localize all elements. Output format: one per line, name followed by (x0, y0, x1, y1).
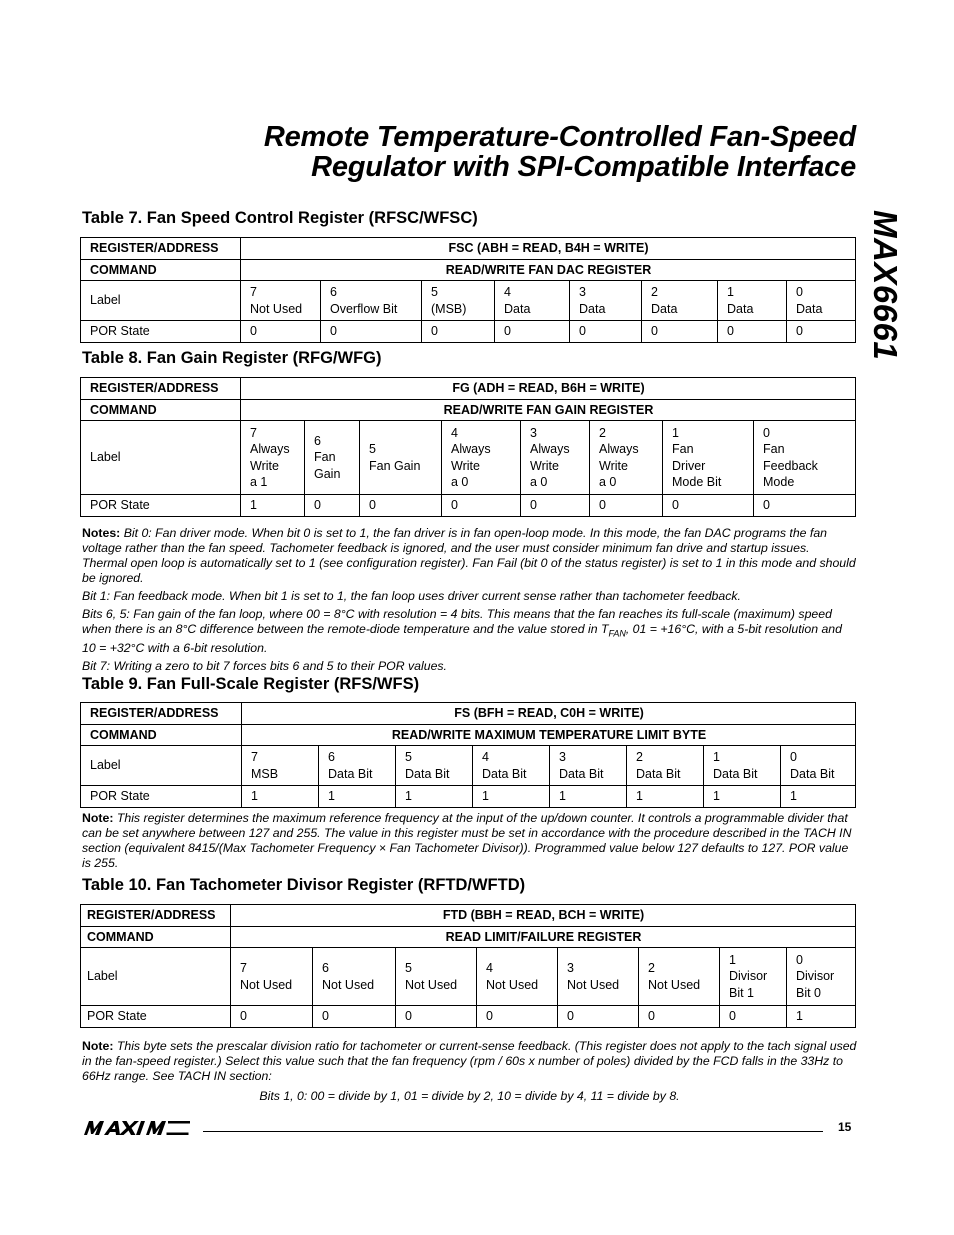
table-8-bit-0-label: 0 Fan Feedback Mode (754, 421, 856, 495)
table-9-cmd-label: COMMAND (81, 724, 242, 746)
table-8-reg-label: REGISTER/ADDRESS (81, 378, 241, 400)
table-7-bit-6-label: 6 Overflow Bit (321, 281, 422, 321)
table-7-bit-4-label: 4 Data (495, 281, 570, 321)
table-8-bit-6-por: 0 (305, 495, 360, 517)
table-7-bit-2-label: 2 Data (642, 281, 718, 321)
table-10-bit-6-por: 0 (313, 1006, 396, 1028)
notes-9-label: Note: (82, 811, 114, 825)
table-9-cmd-value: READ/WRITE MAXIMUM TEMPERATURE LIMIT BYTE (242, 724, 856, 746)
table-8-heading: Table 8. Fan Gain Register (RFG/WFG) (82, 349, 382, 367)
table-10-bit-2-por: 0 (639, 1006, 720, 1028)
table-9-bit-0-label: 0 Data Bit (781, 746, 856, 786)
part-number-text: MAX6661 (867, 210, 904, 361)
table-7-bit-7-label: 7 Not Used (241, 281, 321, 321)
table-9-reg-label: REGISTER/ADDRESS (81, 703, 242, 725)
table-9-bit-2-por: 1 (627, 786, 704, 808)
table-10-bit-6-label: 6 Not Used (313, 948, 396, 1006)
table-8-bit-2-label: 2 Always Write a 0 (590, 421, 663, 495)
table-10-bit-1-label: 1 Divisor Bit 1 (720, 948, 787, 1006)
table-9-bit-6-label: 6 Data Bit (319, 746, 396, 786)
table-8-bit-4-label: 4 Always Write a 0 (442, 421, 521, 495)
table-7-bit-7-por: 0 (241, 321, 321, 343)
notes-8-bit-1: Bit 1: Fan feedback mode. When bit 1 is set to 1, the fan loop uses driver current sense rather than tachometer feedback. (82, 589, 741, 603)
notes-10-text: This byte sets the prescalar division ratio for tachometer or current-sense feedback. (This register does not apply to the tach signal used in the fan-speed register.) Select this value such that the fan frequency (rpm / 60s x number of poles) divided by the FCD falls in the 33Hz to 66Hz range. See TACH IN section: (82, 1039, 857, 1083)
notes-8-bit-0: Bit 0: Fan driver mode. When bit 0 is set to 1, the fan driver is in fan open-loop mode. In this mode, the fan DAC programs the fan voltage rather than the fan speed. Tachometer feedback is ignored, and the user must consider minimum fan drive and startup issues. Thermal open loop is automatically set to 1 (see configuration register). Fan Fail (bit 0 of the status register) is set to 1 in this mode and should be ignored. (82, 526, 856, 585)
table-10-por-row-header: POR State (81, 1006, 231, 1028)
table-10-reg-value: FTD (BBH = READ, BCH = WRITE) (231, 905, 856, 927)
table-10-bit-7-por: 0 (231, 1006, 313, 1028)
table-8-notes (82, 526, 857, 677)
table-9-bit-3-por: 1 (550, 786, 627, 808)
table-9-bit-6-por: 1 (319, 786, 396, 808)
table-7-por-row-header: POR State (81, 321, 241, 343)
table-7-reg-label: REGISTER/ADDRESS (81, 238, 241, 260)
table-9-bit-4-label: 4 Data Bit (473, 746, 550, 786)
table-10-bit-0-label: 0 Divisor Bit 0 (787, 948, 856, 1006)
table-9-bit-2-label: 2 Data Bit (627, 746, 704, 786)
side-part-number (866, 210, 906, 380)
table-9-por-row-header: POR State (81, 786, 242, 808)
table-9-notes (82, 811, 857, 874)
table-7-cmd-value: READ/WRITE FAN DAC REGISTER (241, 259, 856, 281)
table-9-bit-1-por: 1 (704, 786, 781, 808)
table-8-bit-1-por: 0 (663, 495, 754, 517)
table-7-bit-3-label: 3 Data (570, 281, 642, 321)
table-10-bit-5-label: 5 Not Used (396, 948, 477, 1006)
table-7-bit-4-por: 0 (495, 321, 570, 343)
notes-8-label: Notes: (82, 526, 121, 540)
notes-10-label: Note: (82, 1039, 114, 1053)
table-7-bit-1-label: 1 Data (718, 281, 787, 321)
table-7-bit-5-label: 5 (MSB) (422, 281, 495, 321)
table-9-bit-5-por: 1 (396, 786, 473, 808)
table-10-cmd-label: COMMAND (81, 926, 231, 948)
notes-10-bits-line: Bits 1, 0: 00 = divide by 1, 01 = divide by 2, 10 = divide by 4, 11 = divide by 8. (259, 1089, 680, 1103)
table-9-bit-3-label: 3 Data Bit (550, 746, 627, 786)
table-8-cmd-value: READ/WRITE FAN GAIN REGISTER (241, 399, 856, 421)
page-number: 15 (838, 1120, 852, 1134)
table-10-bit-7-label: 7 Not Used (231, 948, 313, 1006)
notes-8-bits-6-5: Bits 6, 5: Fan gain of the fan loop, where 00 = 8°C with resolution = 4 bits. This means that the fan reaches its full-scale (maximum) speed when there is an 8°C difference between the remote-diode temperature and the value stored in $T_{FAN}$, 01 = +16°C, with a 5-bit resolution and 10 = +32°C with a 6-bit resolution. (82, 607, 842, 656)
table-9-heading: Table 9. Fan Full-Scale Register (RFS/WFS) (82, 675, 420, 693)
table-10-cmd-value: READ LIMIT/FAILURE REGISTER (231, 926, 856, 948)
table-8-bit-7-label: 7 Always Write a 1 (241, 421, 305, 495)
table-7-cmd-label: COMMAND (81, 259, 241, 281)
table-9-label-row-header: Label (81, 746, 242, 786)
table-7-bit-3-por: 0 (570, 321, 642, 343)
table-10-bit-4-label: 4 Not Used (477, 948, 558, 1006)
table-7-bit-2-por: 0 (642, 321, 718, 343)
table-10-label-row-header: Label (81, 948, 231, 1006)
table-9-bit-7-label: 7 MSB (242, 746, 319, 786)
title-line-2: Regulator with SPI-Compatible Interface (311, 151, 856, 183)
table-7-bit-6-por: 0 (321, 321, 422, 343)
table-9-bit-4-por: 1 (473, 786, 550, 808)
table-8 (80, 377, 856, 517)
document-title (96, 122, 856, 182)
table-8-bit-1-label: 1 Fan Driver Mode Bit (663, 421, 754, 495)
table-8-reg-value: FG (ADH = READ, B6H = WRITE) (241, 378, 856, 400)
table-10-notes (82, 1039, 857, 1087)
notes-8-bit-7: Bit 7: Writing a zero to bit 7 forces bits 6 and 5 to their POR values. (82, 659, 447, 674)
table-10-heading: Table 10. Fan Tachometer Divisor Register (RFTD/WFTD) (82, 876, 526, 894)
table-10 (80, 904, 856, 1028)
table-10-bit-4-por: 0 (477, 1006, 558, 1028)
table-8-bit-5-label: 5 Fan Gain (360, 421, 442, 495)
table-8-label-row-header: Label (81, 421, 241, 495)
table-10-bit-1-por: 0 (720, 1006, 787, 1028)
table-8-bit-5-por: 0 (360, 495, 442, 517)
table-7-bit-1-por: 0 (718, 321, 787, 343)
table-7-bit-5-por: 0 (422, 321, 495, 343)
table-7-heading: Table 7. Fan Speed Control Register (RFSC/WFSC) (82, 209, 478, 227)
table-10-reg-label: REGISTER/ADDRESS (81, 905, 231, 927)
table-8-bit-4-por: 0 (442, 495, 521, 517)
table-8-bit-3-label: 3 Always Write a 0 (521, 421, 590, 495)
table-9-bit-5-label: 5 Data Bit (396, 746, 473, 786)
table-10-bit-3-label: 3 Not Used (558, 948, 639, 1006)
table-10-bit-3-por: 0 (558, 1006, 639, 1028)
title-line-1: Remote Temperature-Controlled Fan-Speed (263, 121, 856, 153)
table-7-label-row-header: Label (81, 281, 241, 321)
table-7 (80, 237, 856, 343)
table-8-cmd-label: COMMAND (81, 399, 241, 421)
table-9-reg-value: FS (BFH = READ, C0H = WRITE) (242, 703, 856, 725)
table-10-bit-2-label: 2 Not Used (639, 948, 720, 1006)
table-8-bit-7-por: 1 (241, 495, 305, 517)
table-7-bit-0-por: 0 (787, 321, 856, 343)
table-8-bit-2-por: 0 (590, 495, 663, 517)
table-8-por-row-header: POR State (81, 495, 241, 517)
table-7-bit-0-label: 0 Data (787, 281, 856, 321)
notes-9-text: This register determines the maximum reference frequency at the input of the up/down counter. It controls a programmable divider that can be set anywhere between 127 and 255. The value in this register must be set in accordance with the procedure described in the TACH IN section (equivalent 8415/(Max Tachometer Frequency × Fan Tachometer Divisor)). Programmed value below 127 defaults to 127. POR value is 255. (82, 811, 852, 870)
maxim-logo-icon (82, 1118, 192, 1138)
table-10-bit-5-por: 0 (396, 1006, 477, 1028)
table-9-bit-0-por: 1 (781, 786, 856, 808)
table-9-bit-1-label: 1 Data Bit (704, 746, 781, 786)
table-8-bit-6-label: 6 Fan Gain (305, 421, 360, 495)
table-7-reg-value: FSC (ABH = READ, B4H = WRITE) (241, 238, 856, 260)
table-10-bit-0-por: 1 (787, 1006, 856, 1028)
table-8-bit-3-por: 0 (521, 495, 590, 517)
table-8-bit-0-por: 0 (754, 495, 856, 517)
table-9-bit-7-por: 1 (242, 786, 319, 808)
table-9 (80, 702, 856, 808)
footer-rule (203, 1131, 823, 1132)
